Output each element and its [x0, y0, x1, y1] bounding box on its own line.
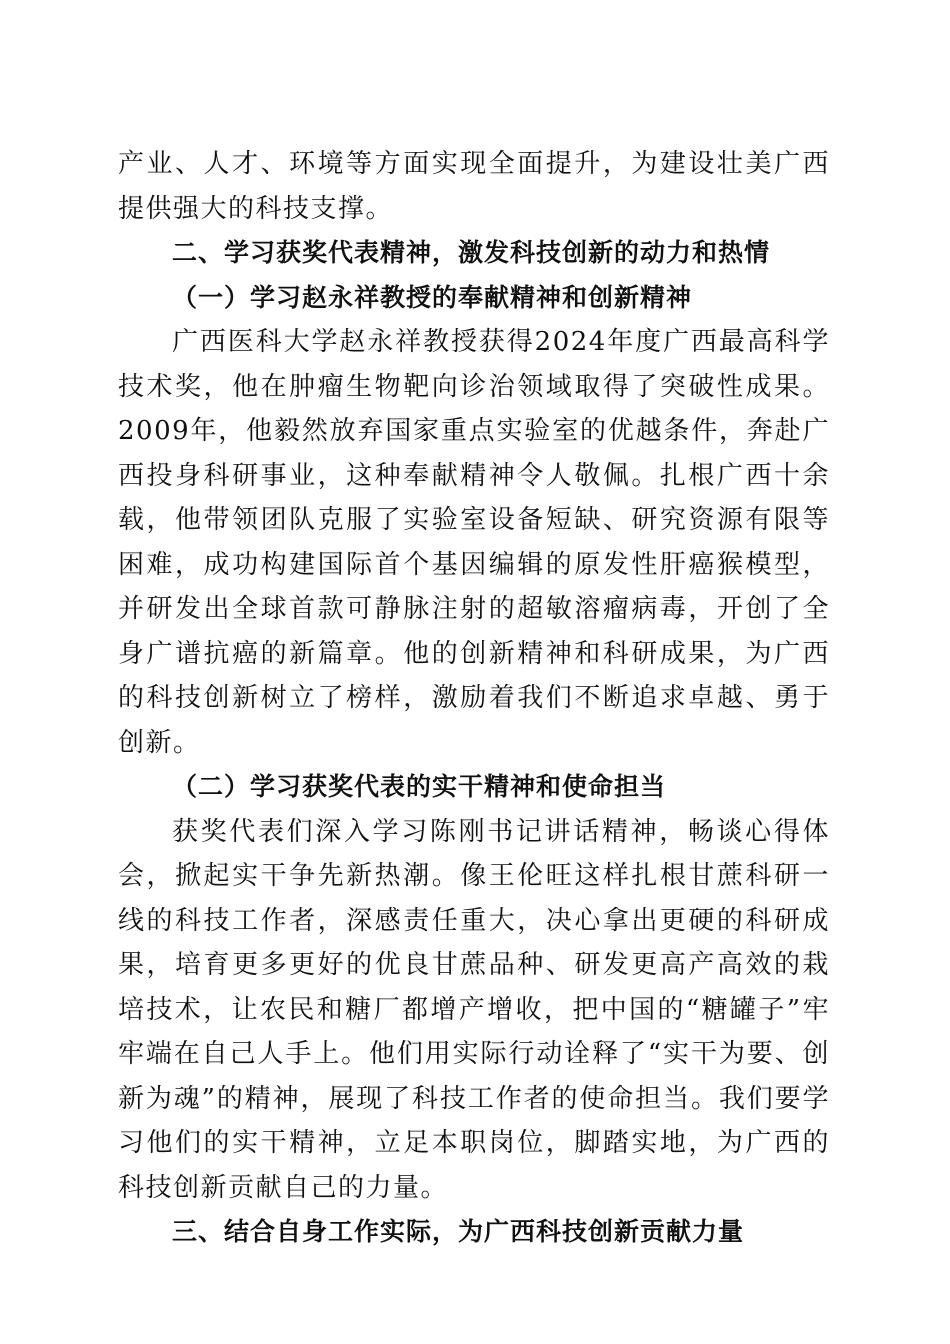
document-body	[118, 142, 830, 1255]
paragraph-award-representatives: 获奖代表们深入学习陈刚书记讲话精神，畅谈心得体会，掀起实干争先新热潮。像王伦旺这样扎根甘蔗科研一线的科技工作者，深感责任重大，决心拿出更硬的科研成果，培育更多更好的优良甘蔗品种、研发更高产高效的栽培技术，让农民和糖厂都增产增收，把中国的“糖罐子”牢牢端在自己人手上。他们用实际行动诠释了“实干为要、创新为魂”的精神，展现了科技工作者的使命担当。我们要学习他们的实干精神，立足本职岗位，脚踏实地，为广西的科技创新贡献自己的力量。	[118, 816, 830, 1203]
paragraph-zhao-yongxiang: 广西医科大学赵永祥教授获得2024年度广西最高科学技术奖，他在肿瘤生物靶向诊治领域取得了突破性成果。2009年，他毅然放弃国家重点实验室的优越条件，奔赴广西投身科研事业，这种奉献精神令人敬佩。扎根广西十余载，他带领团队克服了实验室设备短缺、研究资源有限等困难，成功构建国际首个基因编辑的原发性肝癌猴模型，并研发出全球首款可静脉注射的超敏溶瘤病毒，开创了全身广谱抗癌的新篇章。他的创新精神和科研成果，为广西的科技创新树立了榜样，激励着我们不断追求卓越、勇于创新。	[118, 327, 830, 758]
subsection-heading-2-1: （一）学习赵永祥教授的奉献精神和创新精神	[172, 282, 693, 312]
paragraph-continuation: 产业、人才、环境等方面实现全面提升，为建设壮美广西提供强大的科技支撑。	[118, 149, 830, 224]
section-heading-3: 三、结合自身工作实际，为广西科技创新贡献力量	[172, 1217, 745, 1246]
section-heading-2: 二、学习获奖代表精神，激发科技创新的动力和热情	[172, 238, 771, 267]
subsection-heading-2-2: （二）学习获奖代表的实干精神和使命担当	[172, 772, 667, 801]
